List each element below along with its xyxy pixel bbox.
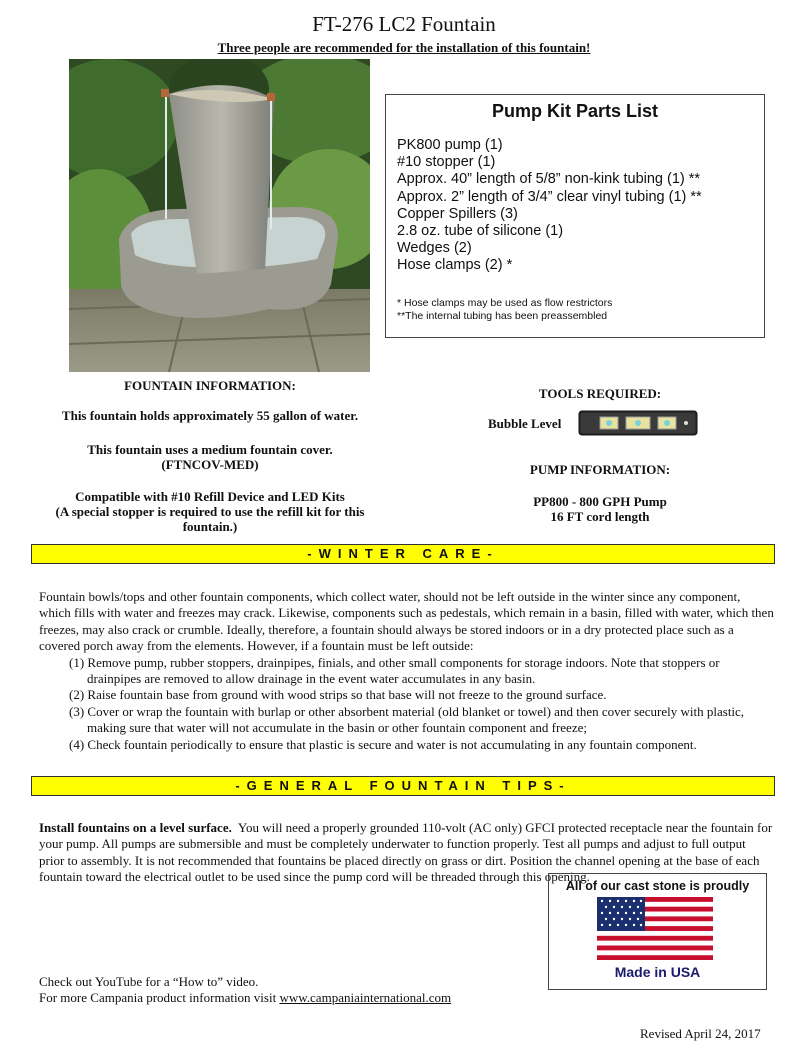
fountain-illustration [69, 59, 370, 372]
parts-kit-item: Approx. 2” length of 3/4” clear vinyl tubing (1) ** [397, 188, 702, 205]
made-in-usa-box [548, 873, 767, 990]
parts-kit-item: Approx. 40” length of 5/8” non-kink tubing (1) ** [397, 171, 701, 188]
parts-kit-item: Copper Spillers (3) [397, 205, 518, 222]
tips-body: You will need a properly grounded 110-volt (AC only) GFCI protected receptacle near the fountain for your pump. All pumps are submersible and must be completely underwater to function properly. Test all pumps and adjust to full output prior to assembly. It is not recommended that fountains be placed directly on grass or dirt. Position the channel opening at the base of each fountain toward the electrical outlet to be used since the pump cord will be threaded through this opening. [39, 820, 773, 885]
parts-kit-item: PK800 pump (1) [397, 137, 503, 153]
tips-lead: Install fountains on a level surface. [39, 820, 232, 835]
us-flag-icon [597, 897, 713, 960]
parts-kit-item: Hose clamps (2) * [397, 257, 513, 274]
parts-kit-box [385, 94, 765, 338]
parts-kit-note: * Hose clamps may be used as flow restrictors [397, 297, 613, 309]
campania-link[interactable]: www.campaniainternational.com [279, 990, 452, 1005]
fountain-photo [69, 59, 370, 372]
tool-bubble-level: Bubble Level [488, 416, 562, 431]
parts-kit-item: #10 stopper (1) [397, 154, 496, 171]
fountain-capacity: This fountain holds approximately 55 gallon of water. [61, 408, 359, 423]
parts-kit-title: Pump Kit Parts List [491, 101, 659, 121]
usa-bottom-text: Made in USA [614, 964, 701, 980]
winter-care-section [39, 589, 774, 753]
more-info [39, 990, 451, 1006]
general-tips-banner: -GENERAL FOUNTAIN TIPS- [31, 776, 775, 796]
parts-kit-item: 2.8 oz. tube of silicone (1) [397, 223, 564, 240]
tools-heading: TOOLS REQUIRED: [538, 386, 662, 401]
youtube-note: Check out YouTube for a “How to” video. [39, 974, 259, 989]
parts-kit-item: Wedges (2) [397, 240, 472, 257]
bubble-level-icon [578, 409, 698, 437]
winter-step: (2) Raise fountain base from ground with wood strips so that base will not freeze to the ground surface. [69, 687, 607, 703]
parts-kit-notes [397, 297, 612, 323]
fountain-compat-note: (A special stopper is required to use the refill kit for this fountain.) [55, 504, 365, 534]
winter-step: (4) Check fountain periodically to ensure that plastic is secure and water is not accumulating in any fountain component. [69, 736, 697, 752]
fountain-info-heading: FOUNTAIN INFORMATION: [124, 378, 296, 393]
pump-cord: 16 FT cord length [550, 509, 650, 524]
fountain-cover: This fountain uses a medium fountain cover. [87, 442, 333, 457]
winter-steps-list [39, 655, 774, 753]
winter-step: (1) Remove pump, rubber stoppers, drainpipes, finials, and other small components for storage indoors. Note that stoppers or drainpipes are removed to allow drainage in the event water accumulates in any basin. [69, 654, 720, 687]
parts-kit-note: **The internal tubing has been preassembled [397, 310, 608, 322]
pump-info-block [450, 494, 750, 524]
install-warning: Three people are recommended for the installation of this fountain! [217, 40, 591, 55]
fountain-cover-block [40, 442, 380, 472]
more-info-prefix: For more Campania product information visit [39, 990, 277, 1005]
usa-top-text: All of our cast stone is proudly [565, 879, 750, 893]
winter-care-banner: -WINTER CARE- [31, 544, 775, 564]
pump-info-heading: PUMP INFORMATION: [529, 462, 671, 477]
fountain-compat-block [40, 489, 380, 534]
page-title: FT-276 LC2 Fountain [312, 12, 496, 36]
fountain-cover-code: (FTNCOV-MED) [161, 457, 259, 472]
revised-date: Revised April 24, 2017 [640, 1026, 761, 1041]
winter-intro: Fountain bowls/tops and other fountain components, which collect water, should not be left outside in the winter since any component, which fills with water and freezes may crack. Likewise, components such as pedestals, which remain in a basin, filled with water, which then freezes, may also crack or crumble. Ideally, therefore, a fountain should always be stored indoors or in a dry protected place such as a covered porch away from the elements. However, if a fountain must be left outside: [39, 589, 774, 654]
parts-kit-list [397, 137, 702, 275]
fountain-compat: Compatible with #10 Refill Device and LED Kits [75, 489, 345, 504]
winter-step: (3) Cover or wrap the fountain with burlap or other absorbent material (old blanket or towel) and then cover securely with plastic, making sure that water will not accumulate in the basin or other fountain component and freeze; [69, 703, 745, 736]
pump-model: PP800 - 800 GPH Pump [533, 494, 667, 509]
